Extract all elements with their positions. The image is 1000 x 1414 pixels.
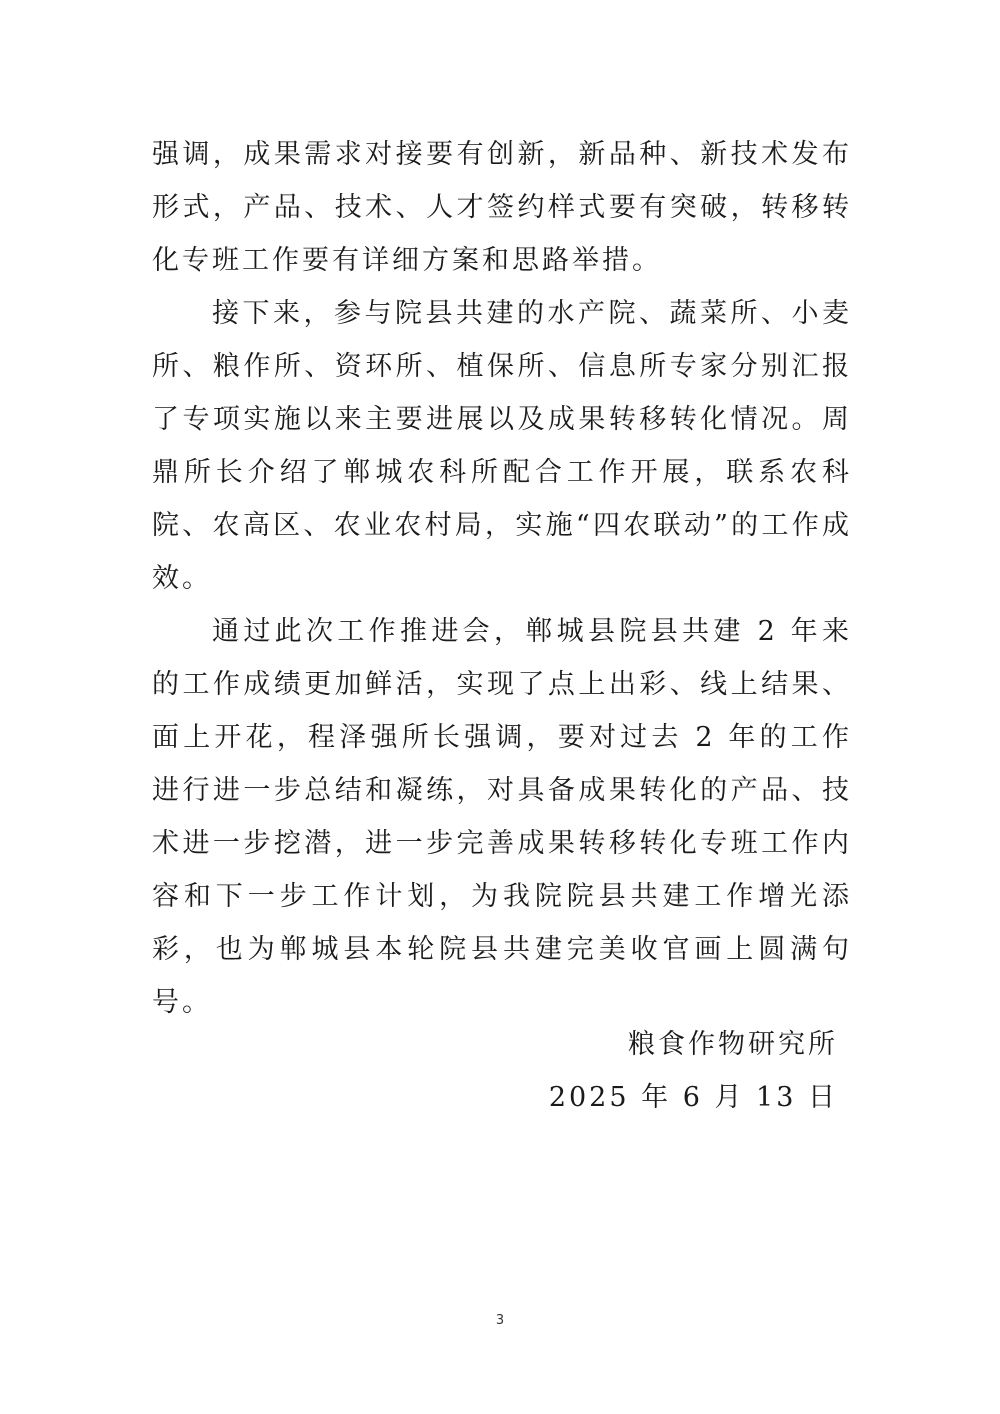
paragraph-continuation: 强调，成果需求对接要有创新，新品种、新技术发布形式，产品、技术、人才签约样式要有突破，转移转化专班工作要有详细方案和思路举措。 xyxy=(152,139,852,276)
page-number: 3 xyxy=(495,1313,505,1328)
signature-date: 2025 年 6 月 13 日 xyxy=(548,1082,838,1113)
signature-block xyxy=(549,1018,838,1124)
paragraph-expert-reports: 接下来，参与院县共建的水产院、蔬菜所、小麦所、粮作所、资环所、植保所、信息所专家分别汇报了专项实施以来主要进展以及成果转移转化情况。周鼎所长介绍了郸城农科所配合工作开展，联系农科院、农高区、农业农村局，实施“四农联动”的工作成效。 xyxy=(152,298,852,594)
paragraph-conclusion: 通过此次工作推进会，郸城县院县共建 2 年来的工作成绩更加鲜活，实现了点上出彩、线上结果、面上开花，程泽强所长强调，要对过去 2 年的工作进行进一步总结和凝练，对具备成果转化的产品、技术进一步挖潜，进一步完善成果转移转化专班工作内容和下一步工作计划，为我院院县共建工作增光添彩，也为郸城县本轮院县共建完美收官画上圆满句号。 xyxy=(152,616,852,1018)
document-body xyxy=(152,128,852,1029)
signature-organization: 粮食作物研究所 xyxy=(628,1029,838,1060)
